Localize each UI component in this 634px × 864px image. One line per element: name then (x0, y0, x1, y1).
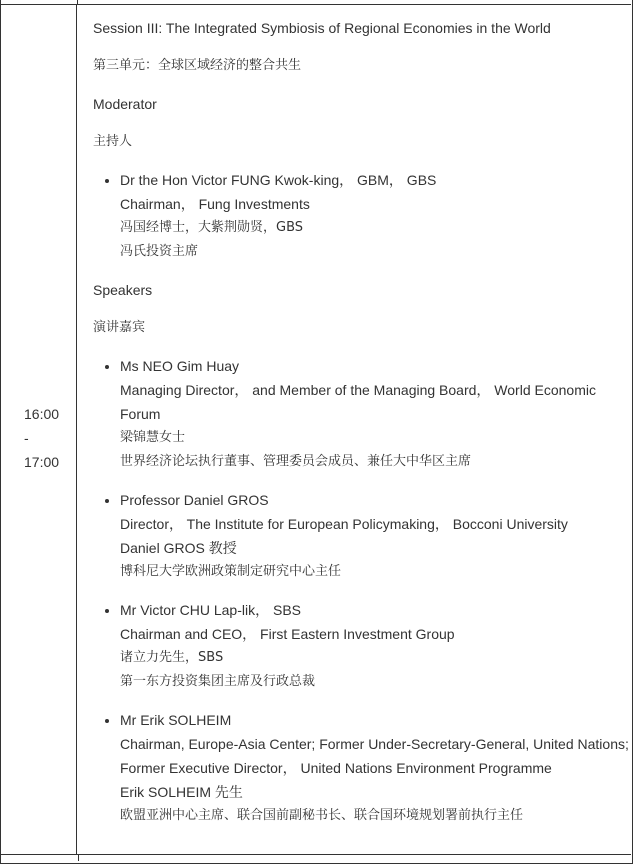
time-separator: - (24, 429, 29, 446)
time-end: 17:00 (24, 453, 60, 470)
list-item (120, 488, 631, 584)
person-name-zh: 梁锦慧女士 (120, 430, 186, 445)
list-item (120, 598, 631, 694)
person-name-zh: 诸立力先生，SBS (120, 650, 224, 665)
person-name-en: • Mr Erik SOLHEIM (120, 712, 232, 728)
moderator-list (93, 168, 631, 264)
person-title-en: Chairman, Europe-Asia Center; Former Under-Secretary-General, United Nations; Former Executive Director， United Nations Environment Programme (120, 736, 629, 776)
person-name-en: • Mr Victor CHU Lap-lik， SBS (120, 602, 302, 618)
speakers-list (93, 354, 631, 828)
person-title-en: Managing Director， and Member of the Managing Board， World Economic Forum (120, 382, 596, 422)
person-title-en: Chairman and CEO， First Eastern Investment Group (120, 626, 455, 642)
speakers-heading-en: Speakers (93, 282, 153, 298)
person-name-zh: Daniel GROS 教授 (120, 540, 237, 556)
time-cell (0, 5, 77, 854)
person-name-en: • Dr the Hon Victor FUNG Kwok-king， GBM， GBS (120, 172, 437, 188)
person-name-en: • Ms NEO Gim Huay (120, 358, 240, 374)
moderator-heading-en: Moderator (93, 96, 157, 112)
moderator-heading-zh: 主持人 (93, 134, 133, 149)
agenda-row (0, 4, 631, 855)
list-item (120, 354, 631, 474)
list-item (120, 708, 631, 828)
person-title-en: Chairman， Fung Investments (120, 196, 310, 212)
person-title-zh: 博科尼大学欧洲政策制定研究中心主任 (120, 564, 342, 579)
person-name-zh: Erik SOLHEIM 先生 (120, 784, 243, 800)
time-start: 16:00 (24, 405, 60, 422)
person-name-zh: 冯国经博士，大紫荆勋贤，GBS (120, 220, 304, 235)
person-title-en: Director， The Institute for European Policymaking， Bocconi University (120, 516, 568, 532)
time-range (24, 402, 59, 474)
next-row-edge (0, 855, 633, 861)
speakers-heading-zh: 演讲嘉宾 (93, 320, 146, 335)
person-title-zh: 世界经济论坛执行董事、管理委员会成员、兼任大中华区主席 (120, 454, 472, 469)
person-title-zh: 冯氏投资主席 (120, 244, 199, 259)
person-title-zh: 欧盟亚洲中心主席、联合国前副秘书长、联合国环境规划署前执行主任 (120, 808, 524, 823)
session-cell (77, 5, 631, 854)
person-title-zh: 第一东方投资集团主席及行政总裁 (120, 674, 316, 689)
session-title-zh: 第三单元：全球区域经济的整合共生 (93, 58, 302, 73)
session-title-en: Session III: The Integrated Symbiosis of Regional Economies in the World (93, 20, 551, 36)
person-name-en: • Professor Daniel GROS (120, 492, 269, 508)
list-item (120, 168, 631, 264)
